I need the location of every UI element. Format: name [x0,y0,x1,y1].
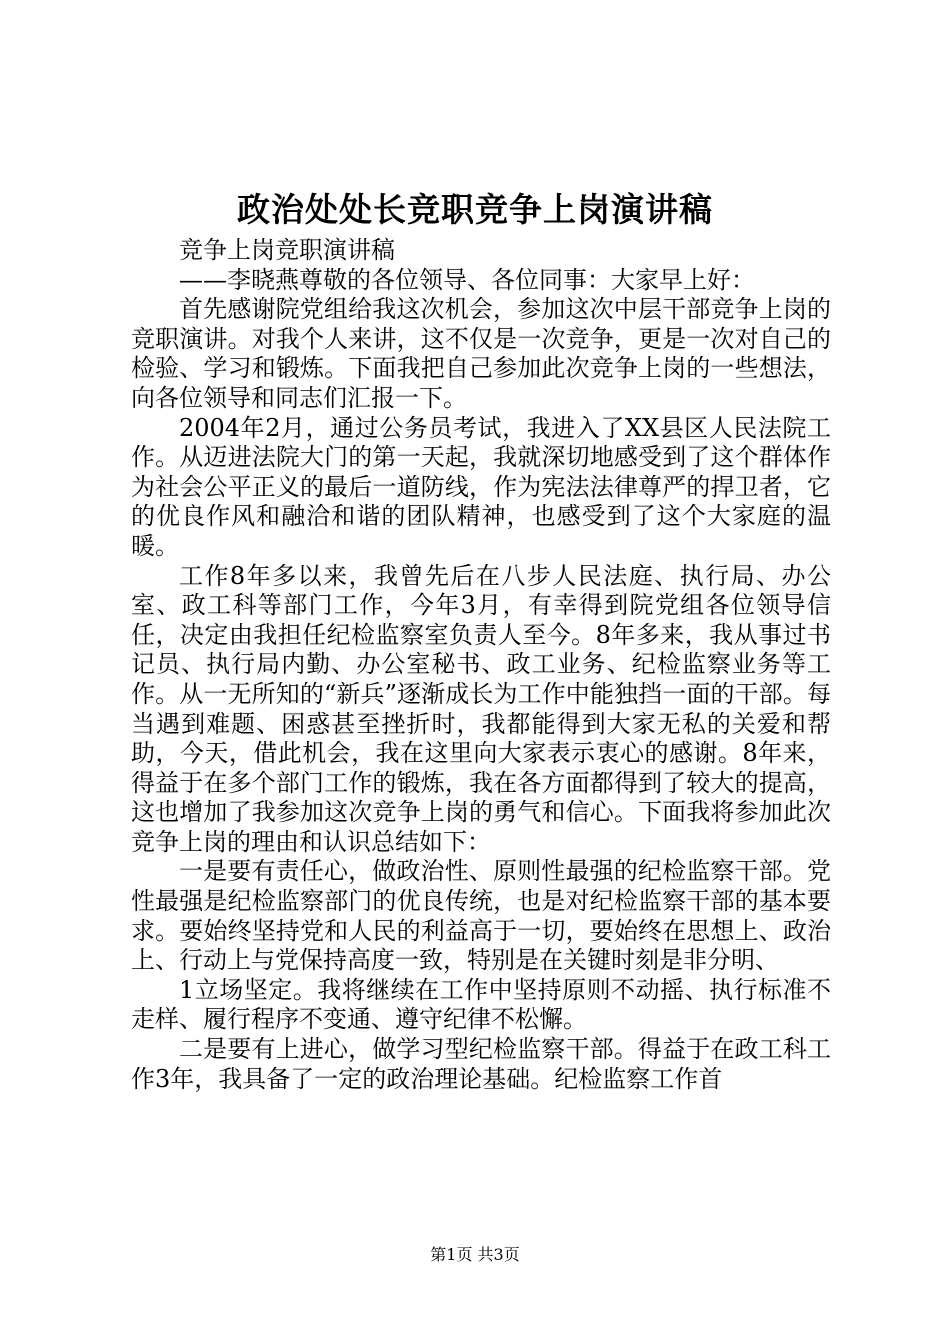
paragraph: 二是要有上进心，做学习型纪检监察干部。得益于在政工科工作3年，我具备了一定的政治理论基础。纪检监察工作首 [131,1035,831,1093]
paragraph: 首先感谢院党组给我这次机会，参加这次中层干部竞争上岗的竞职演讲。对我个人来讲，这不仅是一次竞争，更是一次对自己的检验、学习和锻炼。下面我把自己参加此次竞争上岗的一些想法，向各位领导和同志们汇报一下。 [131,295,831,412]
document-body [131,236,831,1094]
page-footer: 第1页 共3页 [430,1245,520,1264]
paragraph: 一是要有责任心，做政治性、原则性最强的纪检监察干部。党性最强是纪检监察部门的优良传统，也是对纪检监察干部的基本要求。要始终坚持党和人民的利益高于一切，要始终在思想上、政治上、行动上与党保持高度一致，特别是在关键时刻是非分明、 [131,857,831,975]
paragraph-greeting: ——李晓燕尊敬的各位领导、各位同事：大家早上好： [179,265,755,294]
paragraph: 2004年2月，通过公务员考试，我进入了XX县区人民法院工作。从迈进法院大门的第一天起，我就深切地感受到了这个群体作为社会公平正义的最后一道防线，作为宪法法律尊严的捍卫者，它的优良作风和融洽和谐的团队精神，也感受到了这个大家庭的温暖。 [131,413,831,560]
paragraph: 1立场坚定。我将继续在工作中坚持原则不动摇、执行标准不走样、履行程序不变通、遵守纪律不松懈。 [131,975,831,1034]
paragraph-heading: 竞争上岗竞职演讲稿 [179,236,395,264]
document-title: 政治处处长竞职竞争上岗演讲稿 [237,190,713,229]
paragraph: 工作8年多以来，我曾先后在八步人民法庭、执行局、办公室、政工科等部门工作，今年3月，有幸得到院党组各位领导信任，决定由我担任纪检监察室负责人至今。8年多来，我从事过书记员、执行局内勤、办公室秘书、政工业务、纪检监察业务等工作。从一无所知的“新兵”逐渐成长为工作中能独挡一面的干部。每当遇到难题、困惑甚至挫折时，我都能得到大家无私的关爱和帮助，今天，借此机会，我在这里向大家表示衷心的感谢。8年来，得益于在多个部门工作的锻炼，我在各方面都得到了较大的提高，这也增加了我参加这次竞争上岗的勇气和信心。下面我将参加此次竞争上岗的理由和认识总结如下： [131,561,831,856]
